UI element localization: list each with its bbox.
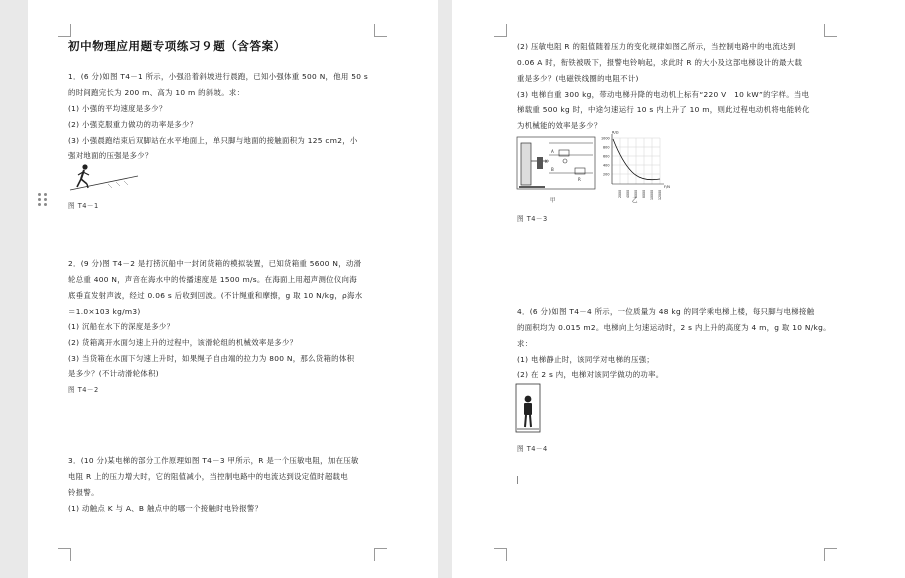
crop-mark	[494, 24, 507, 37]
q2-line: ＝1.0×103 kg/m3)	[68, 307, 141, 316]
q3-cont-line: 为机械能的效率是多少？	[517, 121, 602, 130]
q4-line: 求：	[517, 339, 533, 348]
graph-grid	[612, 138, 660, 184]
q1-line: 的时间跑完长为 200 m、高为 10 m 的斜坡。求：	[68, 88, 245, 97]
crop-mark	[494, 548, 507, 561]
figure-caption: 图 T4－2	[68, 386, 99, 394]
figure-caption: 图 T4－4	[517, 445, 548, 453]
graph-x-label: F/N	[664, 185, 670, 189]
graph-x-tick: 2000	[618, 189, 622, 198]
document-page-right	[452, 0, 905, 578]
graph-y-tick: 1000	[601, 136, 610, 141]
graph-x-tick: 4000	[626, 189, 630, 198]
q1-line: (1) 小强的平均速度是多少？	[68, 104, 167, 113]
q2-line: 轮总重 400 N，声音在海水中的传播速度是 1500 m/s。在海面上用超声测位仪向海	[68, 275, 357, 284]
q2-line: (1) 沉船在水下的深度是多少？	[68, 322, 175, 331]
q2-line: (2) 货箱离开水面匀速上升的过程中，该滑轮组的机械效率是多少？	[68, 338, 298, 347]
q3-cont-line: (3) 电梯自重 300 kg，带动电梯升降的电动机上标有“220 V 10 kW”的字样。当电	[517, 90, 810, 99]
q3-cont-line: 0.06 A 时，衔铁被吸下，报警电铃响起，求此时 R 的大小及这部电梯设计的最大载	[517, 58, 803, 67]
q3-line: 铃报警。	[68, 488, 99, 497]
graph-y-label: R/Ω	[612, 130, 619, 135]
q3-line: 3．(10 分)某电梯的部分工作原理如图 T4－3 甲所示，R 是一个压敏电阻，加在压敏	[68, 456, 359, 465]
crop-mark	[824, 24, 837, 37]
q2-line: 2．(9 分)图 T4－2 是打捞沉船中一封闭货箱的模拟装置，已知货箱重 5600 N，动滑	[68, 259, 362, 268]
graph-x-tick: 6000	[634, 189, 638, 198]
q4-line: 的面积均为 0.015 m2。电梯向上匀速运动时，2 s 内上升的高度为 4 m，g 取 10 N/kg。	[517, 323, 831, 332]
q3-cont-line: 重是多少？(电磁铁线圈的电阻不计)	[517, 74, 639, 83]
figure-caption: 图 T4－3	[517, 215, 548, 223]
q1-line: (2) 小强克服重力做功的功率是多少？	[68, 120, 198, 129]
figure-t4-1-runner	[68, 162, 140, 192]
crop-mark	[58, 24, 71, 37]
q3-line: 电阻 R 上的压力增大时，它的阻值减小，当控制电路中的电流达到设定值时超载电	[68, 472, 348, 481]
document-page-left	[28, 0, 438, 578]
figure-t4-3-circuit	[515, 133, 597, 195]
q4-line: (2) 在 2 s 内，电梯对该同学做功的功率。	[517, 370, 664, 379]
circuit-label-k: K	[545, 159, 548, 164]
q1-line: (3) 小强晨跑结束后双脚站在水平地面上，单只脚与地面的接触面积为 125 cm2，小	[68, 136, 358, 145]
figure-caption: 图 T4－1	[68, 202, 99, 210]
circuit-label-b: B	[551, 167, 554, 172]
crop-mark	[374, 548, 387, 561]
document-title: 初中物理应用题专项练习９题（含答案）	[68, 39, 286, 53]
graph-y-tick: 800	[603, 145, 610, 150]
q1-line: 强对地面的压强是多少？	[68, 151, 153, 160]
q2-line: 底垂直发射声波，经过 0.06 s 后收到回波。(不计绳重和摩擦，g 取 10 N/kg，ρ海水	[68, 291, 363, 300]
graph-x-tick: 12000	[658, 189, 662, 200]
q2-line: (3) 当货箱在水面下匀速上升时，如果绳子自由端的拉力为 800 N，那么货箱的体积	[68, 354, 355, 363]
circuit-label-a: A	[551, 149, 554, 154]
figure-label-jia: 甲	[550, 198, 557, 204]
circuit-label-r: R	[578, 177, 581, 182]
q3-line: (1) 动触点 K 与 A、B 触点中的哪一个接触时电铃报警？	[68, 504, 263, 513]
q3-cont-line: (2) 压敏电阻 R 的阻值随着压力的变化规律如图乙所示，当控制电路中的电流达到	[517, 42, 796, 51]
graph-y-tick: 200	[603, 172, 610, 177]
crop-mark	[824, 548, 837, 561]
graph-y-tick: 600	[603, 154, 610, 159]
figure-label-yi: 乙	[632, 198, 639, 204]
figure-t4-4-elevator	[515, 383, 541, 433]
crop-mark	[374, 24, 387, 37]
text-cursor[interactable]	[517, 476, 518, 484]
q1-line: 1．(6 分)如图 T4－1 所示，小强沿着斜坡进行晨跑，已知小强体重 500 N，他用 50 s	[68, 72, 369, 81]
q2-line: 是多少？(不计动滑轮体积)	[68, 369, 159, 378]
crop-mark	[58, 548, 71, 561]
graph-x-tick: 8000	[642, 189, 646, 198]
block-drag-handle[interactable]	[38, 193, 48, 207]
graph-y-tick: 400	[603, 163, 610, 168]
q4-line: (1) 电梯静止时，该同学对电梯的压强；	[517, 355, 655, 364]
figure-t4-3-graph	[594, 130, 672, 200]
graph-x-tick: 10000	[650, 189, 654, 200]
q3-cont-line: 梯载重 500 kg 时，中途匀速运行 10 s 内上升了 10 m，则此过程电动机将电能转化	[517, 105, 810, 114]
q4-line: 4．(6 分)如图 T4－4 所示，一位质量为 48 kg 的同学乘电梯上楼，每只脚与电梯接触	[517, 307, 815, 316]
